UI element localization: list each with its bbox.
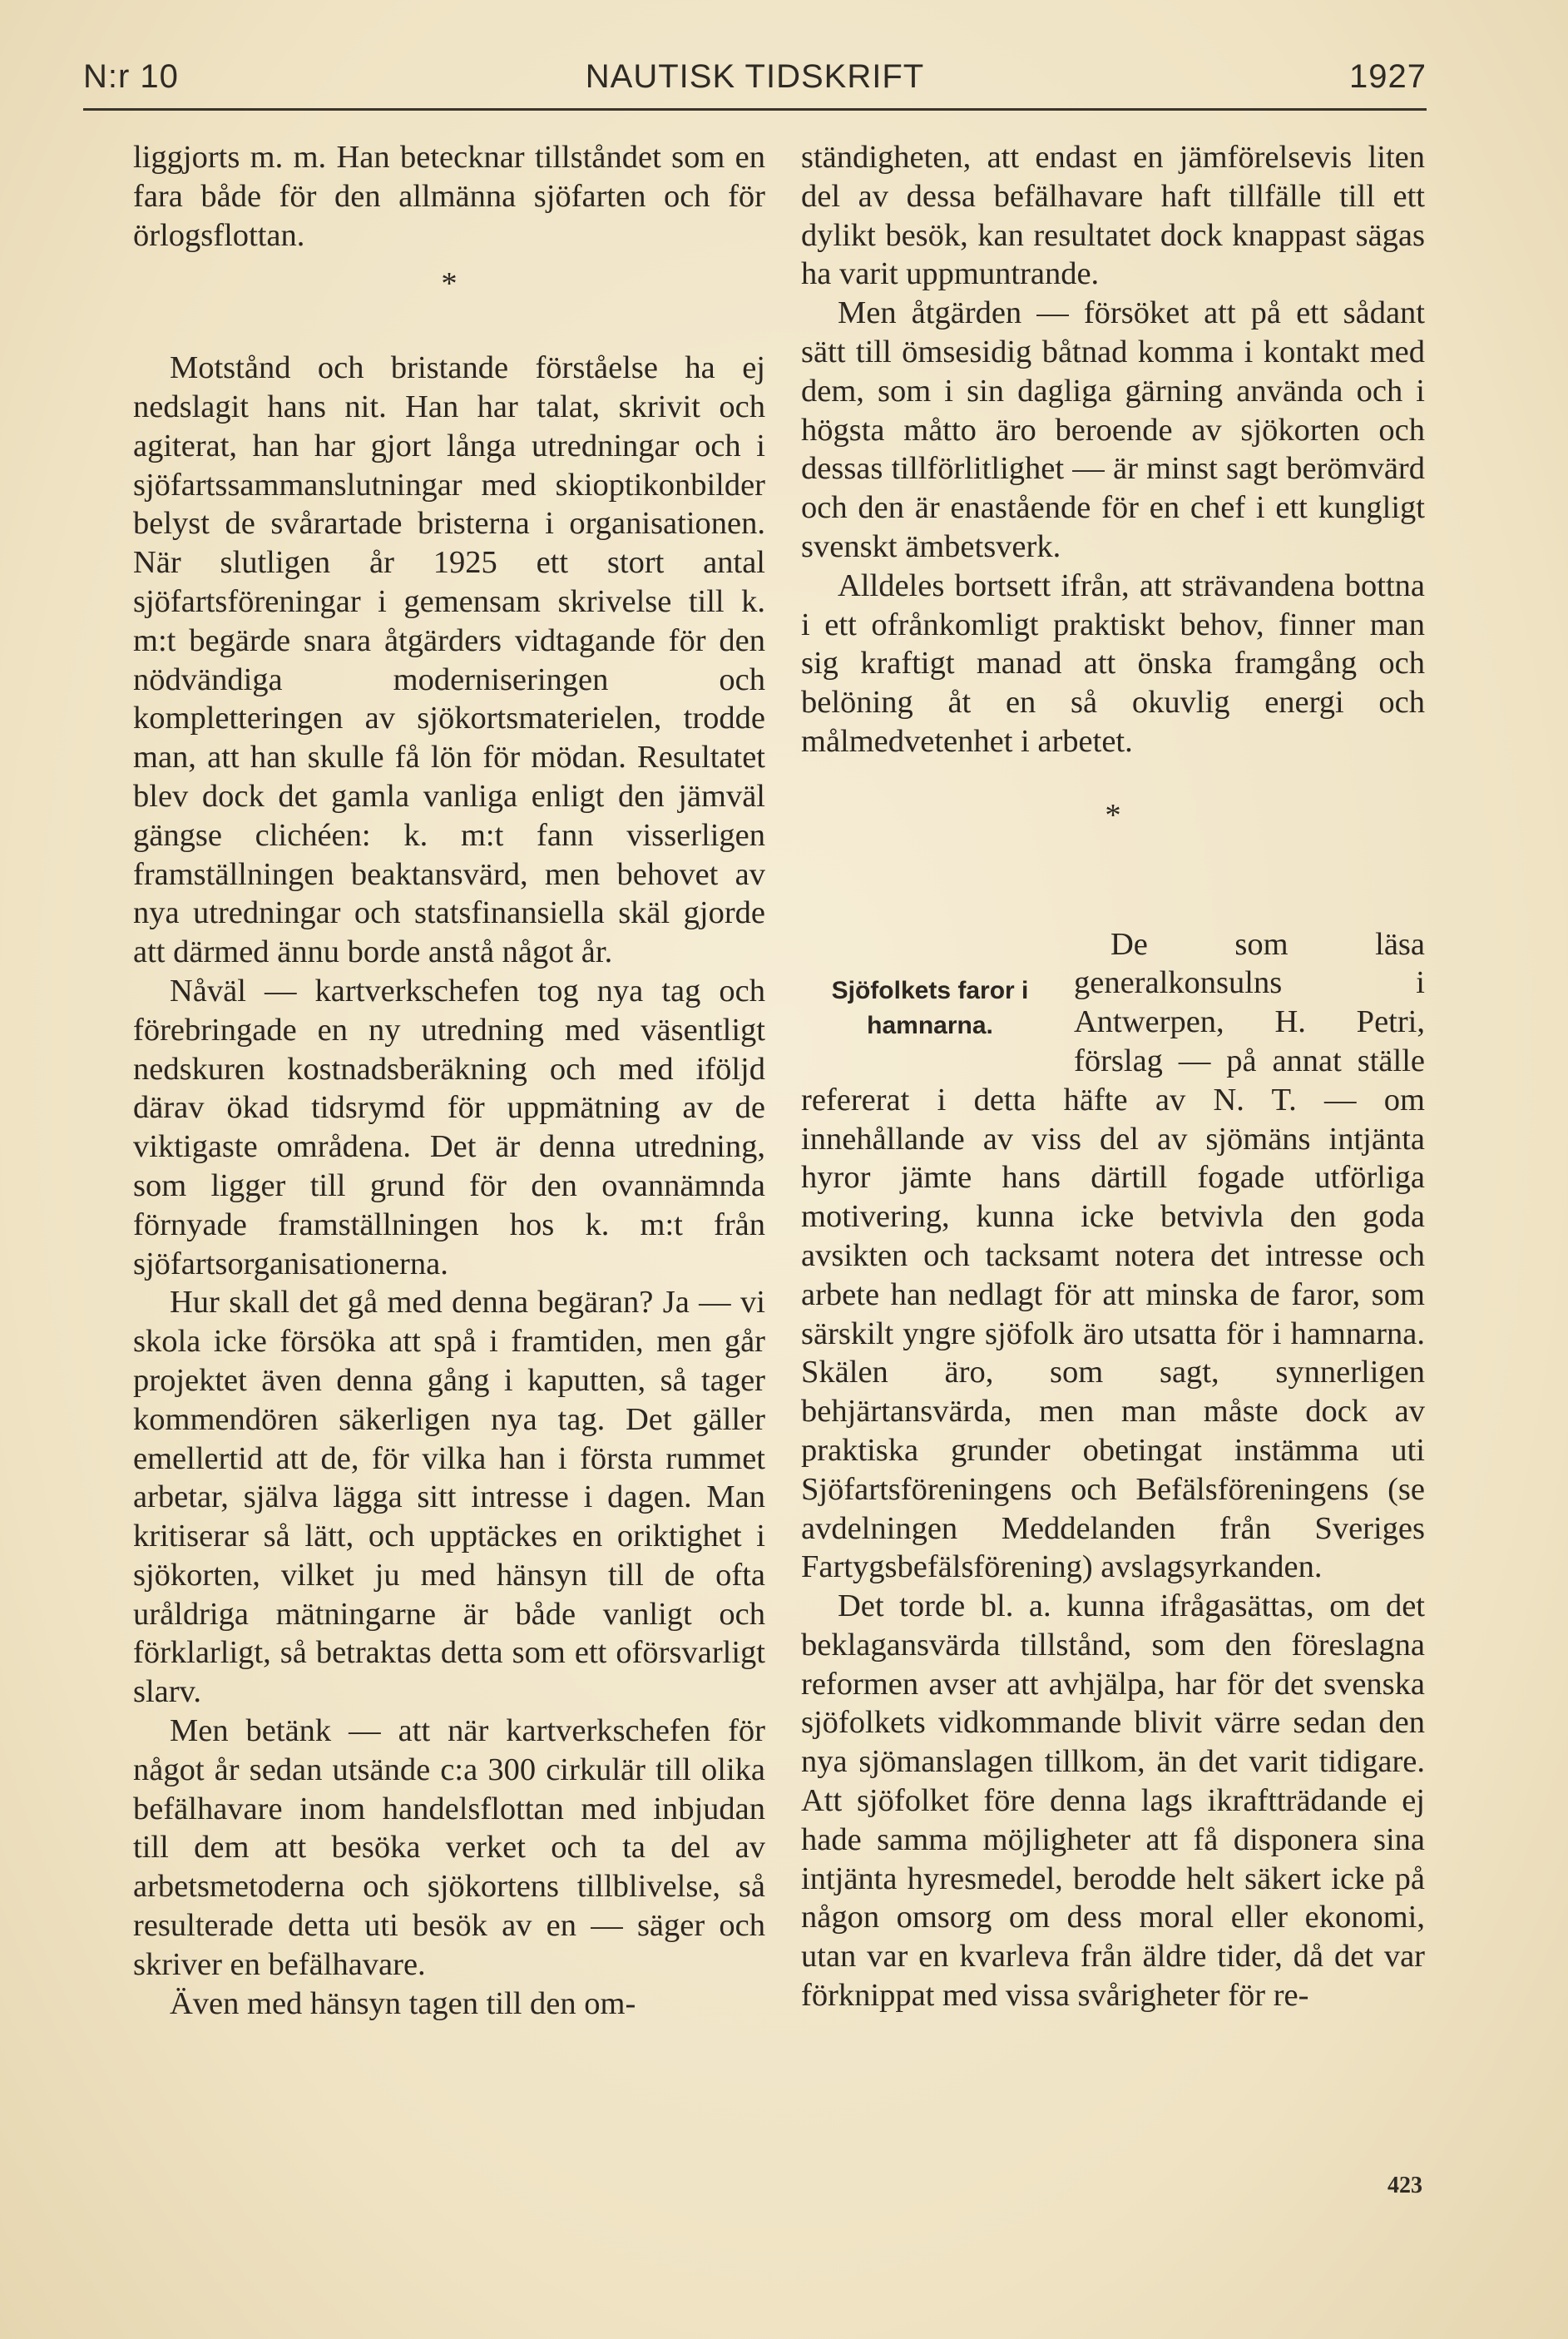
paragraph: Nåväl — kartverkschefen tog nya tag och förebringade en ny utredning med väsentligt nedskuren kostnadsberäkning och med iföljd därav ökad tidsrymd för uppmätning av de viktigaste områdena. Det är denna utredning, som ligger till grund för den ovannämnda förnyade framställningen hos k. m:t från sjöfartsorganisationerna. [133,973,765,1281]
paragraph: Men åtgärden — försöket att på ett sådant sätt till ömsesidig båtnad komma i kontakt med dem, som i sin dagliga gärning använda och i högsta måtto äro beroende av sjökorten och dessas tillförlitlighet — är minst sagt berömvärd och den är enastående för en chef i ett kungligt svenskt ämbetsverk. [801,295,1425,564]
paragraph: Det torde bl. a. kunna ifrågasättas, om det beklagansvärda tillstånd, som den föreslagna reformen avser att avhjälpa, har för det svenska sjöfolkets vidkommande blivit värre sedan den nya sjömanslagen tillkom, än det varit tidigare. Att sjöfolket före denna lags ikraftträdande ej hade samma möjligheter att få disponera sina intjänta hyresmedel, berodde helt säkert icke på någon omsorg om dess moral eller ekonomi, utan var en kvarleva från äldre tider, då det var förknippat med vissa svårigheter för re- [801,1588,1425,2014]
running-header [83,48,1427,107]
paragraph: liggjorts m. m. Han betecknar tillståndet som en fara både för den allmänna sjöfarten och för örlogsflottan. [133,140,765,253]
paragraph: ständigheten, att endast en jämförelsevis liten del av dessa befälhavare haft tillfälle till ett dylikt besök, kan resultatet dock knappast sägas ha varit uppmuntrande. [801,140,1425,292]
paragraph: Men betänk — att när kartverkschefen för något år sedan utsände c:a 300 cirkulär till olika befälhavare inom handelsflottan med inbjudan till dem att besöka verket och ta del av arbetsmetoderna och sjökortens tillblivelse, så resulterade detta uti besök av en — säger och skriver en befälhavare. [133,1713,765,1982]
side-heading: Sjöfolkets faror i hamnarna. [831,976,1029,1039]
journal-title: NAUTISK TIDSKRIFT [585,58,925,95]
issue-number: N:r 10 [83,58,179,95]
section-separator-asterisk: * [1105,797,1121,833]
left-column [133,138,765,2023]
publication-year: 1927 [1349,58,1427,95]
right-column [801,138,1425,2015]
page-number: 423 [1387,2173,1422,2198]
paragraph: Motstånd och bristande förståelse ha ej nedslagit hans nit. Han har talat, skrivit och agiterat, han har gjort långa utredningar och i sjöfartssammanslutningar med skioptikonbilder belyst de svårartade bristerna i organisationen. När slutligen år 1925 ett stort antal sjöfartsföreningar i gemensam skrivelse till k. m:t begärde snara åtgärders vidtagande för den nödvändiga moderniseringen och kompletteringen av sjökortsmaterielen, trodde man, att han skulle få lön för mödan. Resultatet blev dock det gamla vanliga enligt den jämväl gängse clichéen: k. m:t fann visserligen framställningen beaktansvärd, men behovet av nya utredningar och statsfinansiella skäl gjorde att därmed ännu borde anstå något år. [133,350,765,970]
paragraph: Hur skall det gå med denna begäran? Ja — vi skola icke försöka att spå i framtiden, men går projektet även denna gång i kaputten, så tager kommendören säkerligen nya tag. Det gäller emellertid att de, för vilka han i första rummet arbetar, själva lägga sitt intresse i dagen. Man kritiserar så lätt, och upptäckes en oriktighet i sjökorten, vilket ju med hänsyn till de ofta uråldriga mätningarne är både vanligt och förklarligt, så betraktas detta som ett oförsvarligt slarv. [133,1285,765,1710]
paragraph: Även med hänsyn tagen till den om- [170,1985,636,2021]
paragraph: De som läsa generalkonsulns i Antwerpen, H. Petri, förslag — på annat ställe refererat i detta häfte av N. T. — om innehållande av viss del av sjömäns intjänta hyror jämte hans därtill fogade utförliga motivering, kunna icke betvivla den goda avsikten och tacksamt notera det intresse och arbete han nedlagt för att minska de faror, som särskilt yngre sjöfolk äro utsatta för i hamnarna. Skälen äro, som sagt, synnerligen behjärtansvärda, men man måste dock av praktiska grunder obetingat instämma uti Sjöfartsföreningens och Befälsföreningens (se avdelningen Meddelanden från Sveriges Fartygsbefälsförening) avslagsyrkanden. [801,926,1425,1585]
section-separator-asterisk: * [441,266,458,302]
header-rule [83,108,1427,111]
paragraph: Alldeles bortsett ifrån, att strävandena bottna i ett ofrånkomligt praktiskt behov, finner man sig kraftigt manad att önska framgång och belöning åt en så okuvlig energi och målmedvetenhet i arbetet. [801,567,1425,759]
